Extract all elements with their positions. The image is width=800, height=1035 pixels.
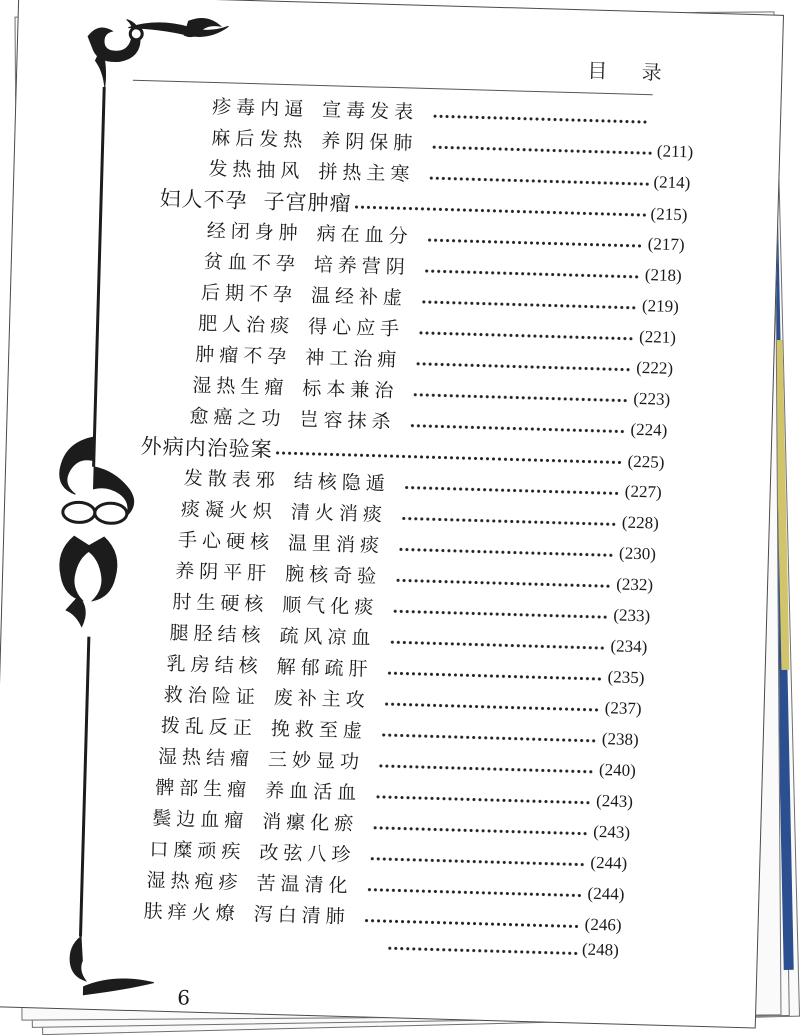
leader-dots [386, 671, 603, 681]
entry-title-a: 湿热生瘤 [192, 374, 289, 400]
entry-page-ref: (243) [595, 790, 634, 811]
entry-title-a: 贫血不孕 [203, 250, 301, 276]
leader-dots [364, 918, 581, 928]
entry-title-a: 腿胫结核 [169, 621, 266, 647]
leader-dots [392, 609, 609, 619]
entry-title-a: 养阴平肝 [174, 560, 272, 585]
entry-page-ref: (240) [598, 760, 637, 781]
leader-dots [375, 794, 592, 804]
entry-title-b: 结核隐遁 [293, 470, 391, 496]
entry-title-a: 发散表邪 [183, 467, 281, 492]
entry-title-b: 温里消痰 [287, 532, 385, 557]
leader-dots [404, 485, 621, 495]
entry-title-b: 清火消痰 [290, 501, 388, 526]
leader-dots [387, 946, 578, 955]
leader-dots [384, 701, 601, 711]
entry-title-b: 顺气化痰 [282, 594, 379, 619]
entry-page-ref: (224) [630, 419, 668, 440]
entry-page-ref: (219) [641, 296, 680, 317]
entry-title-b: 消瘰化瘀 [261, 810, 359, 836]
entry-title-b: 养血活血 [264, 779, 362, 805]
leader-dots [415, 361, 632, 371]
entry-title-a: 湿热结瘤 [157, 745, 255, 771]
entry-page-ref: (214) [653, 172, 691, 193]
entry-title-b: 培养营阴 [313, 253, 411, 279]
leader-dots [432, 114, 648, 124]
entry-page-ref: (227) [624, 481, 662, 502]
entry-page-ref: (211) [656, 141, 694, 162]
entry-page-ref: (218) [644, 265, 682, 286]
entry-title-b: 腕核奇验 [284, 563, 382, 588]
leader-dots [427, 238, 644, 248]
leader-dots [378, 763, 595, 773]
entry-title-b: 温经补虚 [310, 284, 408, 310]
entry-page-ref: (248) [581, 939, 620, 960]
entry-title-a: 愈癌之功 [189, 405, 286, 431]
entry-title-b: 岂容抹杀 [299, 408, 396, 434]
entry-page-ref: (230) [618, 543, 657, 564]
leader-dots [369, 856, 586, 866]
entry-title-a: 经闭身肿 [206, 219, 304, 245]
leader-dots [401, 516, 618, 526]
leader-dots [428, 176, 649, 186]
entry-page-ref: (246) [584, 914, 622, 935]
leader-dots [366, 887, 583, 897]
entry-title-a: 救治险证 [163, 683, 261, 709]
leader-dots [398, 547, 615, 557]
entry-title-a: 湿热疱疹 [146, 869, 243, 895]
entry-title-a: 髀部生瘤 [154, 776, 252, 802]
entry-title-a: 痰凝火炽 [180, 498, 278, 523]
entry-title-a: 肤痒火燎 [143, 900, 241, 926]
entry-page-ref: (244) [590, 852, 628, 873]
section-title-a: 外病内治验案 [140, 434, 273, 462]
entry-title-b: 解郁疏肝 [276, 655, 373, 681]
entry-page-ref: (228) [621, 512, 660, 533]
entry-title-a: 肿瘤不孕 [194, 343, 292, 369]
entry-title-a: 后期不孕 [200, 281, 298, 307]
entry-title-a: 发热抽风 [208, 157, 305, 183]
entry-title-b: 标本兼治 [302, 377, 399, 403]
section-page-ref: (225) [627, 451, 665, 472]
entry-title-a: 疹毒内逼 [211, 95, 309, 121]
entry-title-a: 乳房结核 [166, 652, 263, 678]
entry-page-ref: (222) [636, 357, 674, 378]
entry-title-a: 手心硬核 [177, 529, 275, 554]
entry-title-b: 得心应手 [307, 315, 405, 341]
leader-dots [431, 145, 653, 155]
leader-dots [409, 423, 626, 433]
entry-title-a: 肥人治痰 [197, 312, 295, 338]
entry-title-a: 拨乱反正 [160, 714, 258, 740]
entry-title-b: 废补主攻 [273, 686, 371, 712]
entry-title-b: 挽救至虚 [270, 717, 368, 743]
leader-dots [412, 392, 629, 402]
leader-dots [395, 578, 612, 588]
entry-page-ref: (232) [615, 574, 654, 595]
section-page-ref: (215) [650, 204, 688, 225]
entry-title-b: 泻白清肺 [253, 903, 350, 929]
leader-dots [418, 330, 635, 340]
entry-title-a: 口糜顽疾 [149, 838, 246, 864]
entry-page-ref: (221) [638, 326, 677, 347]
entry-page-ref: (243) [593, 821, 631, 842]
page-number: 6 [177, 985, 191, 1010]
entry-title-a: 鬓边血瘤 [152, 807, 249, 833]
section-title-a: 妇人不孕 [159, 186, 248, 213]
leader-dots [421, 299, 638, 309]
page-header-title: 目 录 [587, 58, 677, 85]
entry-title-b: 拼热主寒 [318, 160, 415, 186]
entry-page-ref: (234) [610, 636, 648, 657]
entry-page-ref: (244) [587, 883, 625, 904]
entry-title-b: 神工治痈 [304, 346, 402, 372]
entry-page-ref: (238) [601, 729, 639, 750]
entry-title-a: 麻后发热 [211, 126, 308, 152]
entry-page-ref: (217) [647, 234, 685, 255]
entry-title-b: 养阴保肺 [321, 130, 418, 155]
entry-title-b: 苦温清化 [256, 872, 353, 898]
entry-title-b: 宣毒发表 [321, 99, 419, 124]
leader-dots [353, 205, 646, 217]
entry-title-b: 改弦八珍 [259, 841, 356, 867]
entry-title-b: 三妙显功 [267, 748, 365, 774]
leader-dots [275, 451, 624, 465]
entry-page-ref: (235) [607, 667, 645, 688]
leader-dots [424, 268, 641, 278]
entry-title-a: 肘生硬核 [172, 591, 269, 616]
leader-dots [389, 640, 606, 650]
toc-entry [373, 934, 619, 961]
entry-page-ref: (223) [633, 388, 671, 409]
entry-title-b: 病在血分 [316, 222, 414, 248]
entry-page-ref: (233) [613, 605, 651, 626]
entry-page-ref: (237) [604, 698, 642, 719]
leader-dots [381, 732, 598, 742]
entry-title-b: 疏风凉血 [279, 625, 376, 650]
section-title-b: 子宫肿瘤 [263, 189, 352, 216]
leader-dots [372, 825, 589, 835]
